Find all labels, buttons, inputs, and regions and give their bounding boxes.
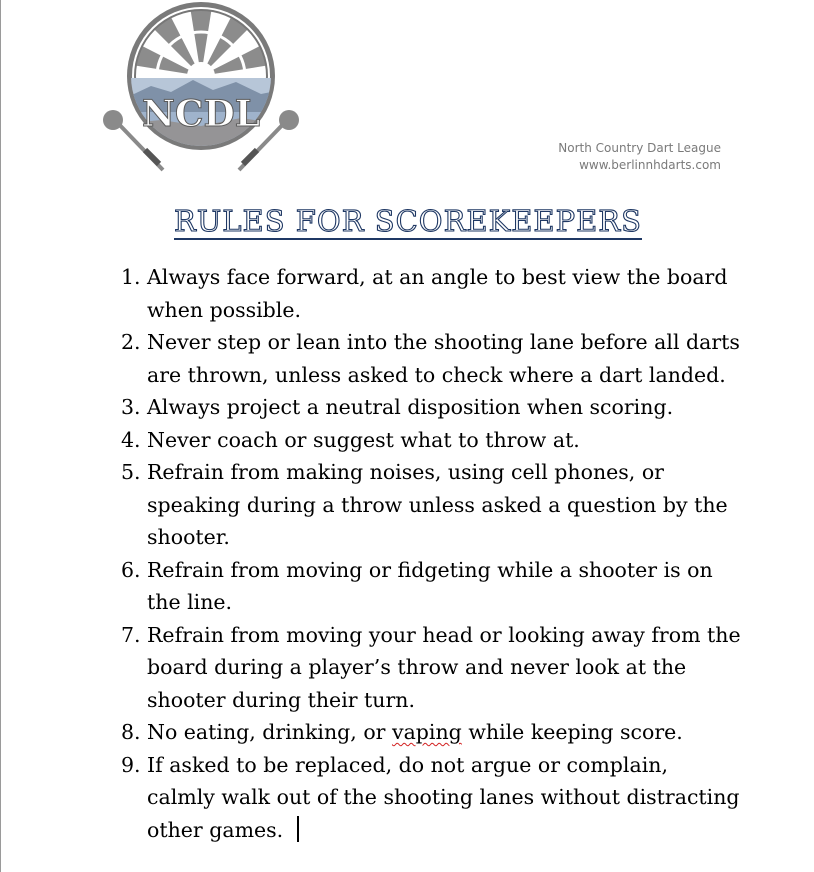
rule-text: If asked to be replaced, do not argue or complain, calmly walk out of the shooting lanes without distracting other games. xyxy=(147,752,740,842)
rule-text: Refrain from moving or fidgeting while a shooter is on the line. xyxy=(147,557,713,614)
rule-item xyxy=(121,619,741,717)
rule-text: Never step or lean into the shooting lane before all darts are thrown, unless asked to check where a dart landed. xyxy=(147,330,740,387)
rule-item xyxy=(121,424,741,457)
rule-text: Always face forward, at an angle to best view the board when possible. xyxy=(147,265,728,322)
org-header xyxy=(558,140,721,174)
rule-text: Always project a neutral disposition when scoring. xyxy=(147,395,674,419)
document-title: RULES FOR SCOREKEEPERS xyxy=(174,204,642,238)
document-title-block xyxy=(1,204,814,240)
rule-number: 4. xyxy=(121,427,141,452)
rule-item xyxy=(121,554,741,619)
rule-number: 1. xyxy=(121,265,141,289)
org-website: www.berlinnhdarts.com xyxy=(579,158,721,172)
org-name: North Country Dart League xyxy=(558,141,721,155)
rule-item xyxy=(121,456,741,554)
rules-list xyxy=(121,261,741,846)
rule-number: 3. xyxy=(121,395,141,419)
rule-number: 8. xyxy=(121,720,141,744)
rule-number: 9. xyxy=(121,752,141,777)
rule-item xyxy=(121,716,741,749)
rule-item xyxy=(121,391,741,424)
rule-number: 7. xyxy=(121,622,141,647)
text-cursor xyxy=(297,816,299,842)
rule-number: 6. xyxy=(121,557,141,582)
rule-text: Refrain from making noises, using cell phones, or speaking during a throw unless asked a question by the shooter. xyxy=(147,460,728,549)
rule-text: Refrain from moving your head or looking away from the board during a player’s throw and never look at the shooter during their turn. xyxy=(147,622,741,712)
rule-number: 2. xyxy=(121,330,141,354)
rule-text-after: while keeping score. xyxy=(461,720,683,744)
rule-item xyxy=(121,749,741,847)
spellcheck-flagged-word[interactable]: vaping xyxy=(391,720,462,744)
rule-item xyxy=(121,261,741,326)
ncdl-logo xyxy=(101,0,301,178)
logo-text: NCDL xyxy=(141,93,261,135)
rule-item xyxy=(121,326,741,391)
rule-number: 5. xyxy=(121,460,141,484)
rule-text-before: No eating, drinking, or xyxy=(147,720,392,744)
rule-text: Never coach or suggest what to throw at. xyxy=(147,427,580,452)
